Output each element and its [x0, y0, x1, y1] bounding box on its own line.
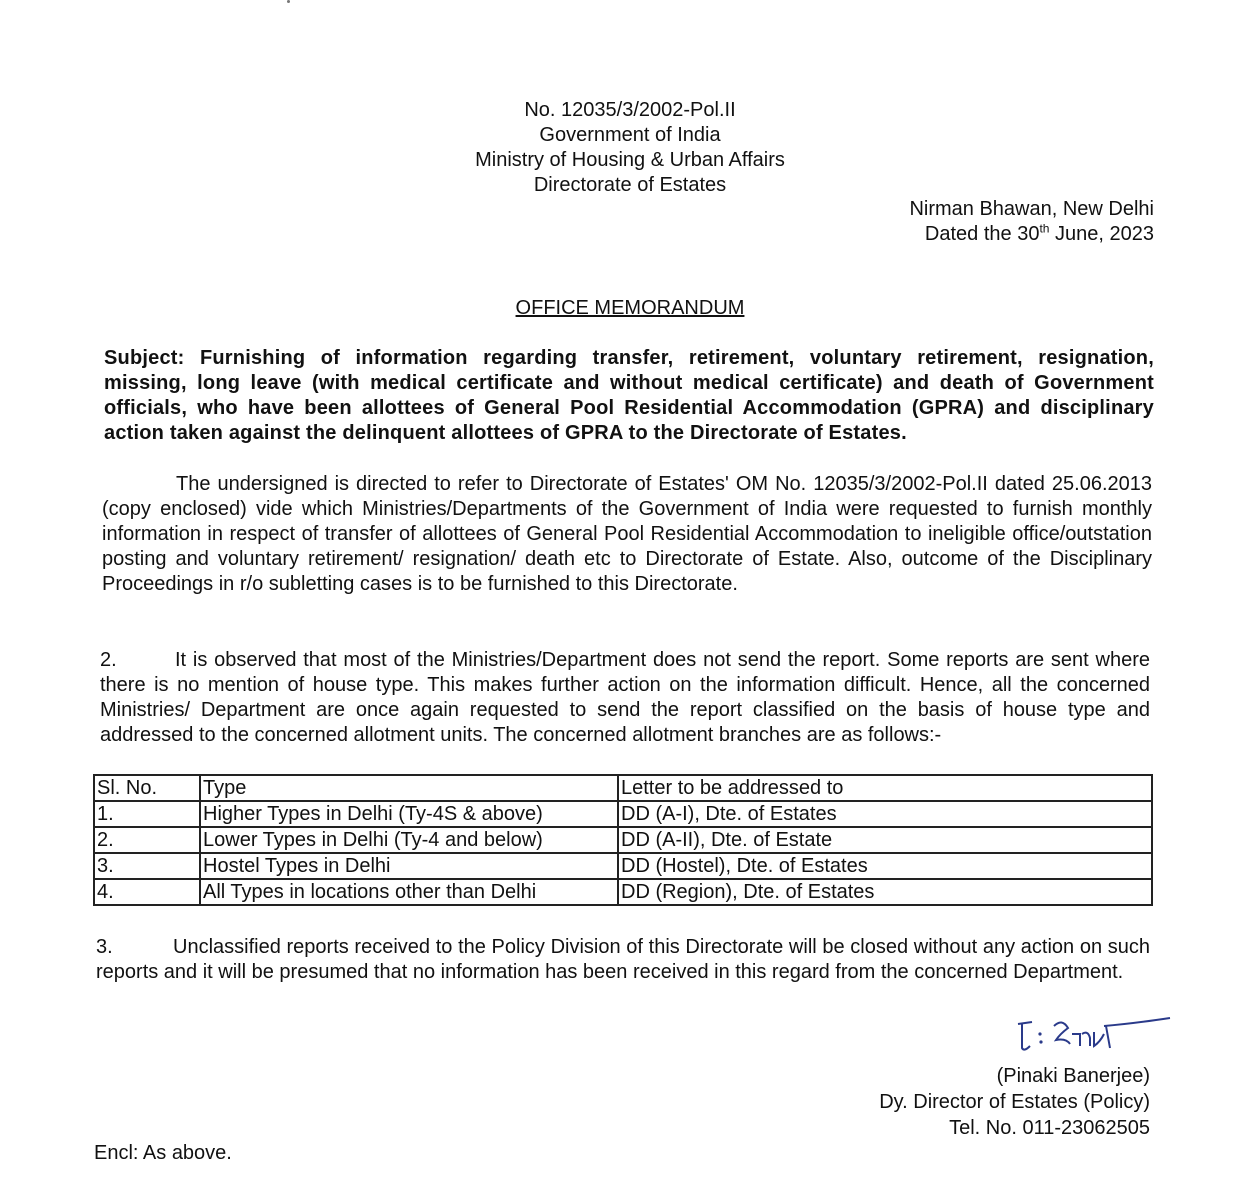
cell-letter-to: DD (Region), Dte. of Estates — [618, 879, 1152, 905]
cell-sl-no: 1. — [94, 801, 200, 827]
ministry-name: Ministry of Housing & Urban Affairs — [475, 149, 785, 171]
cell-type: Hostel Types in Delhi — [200, 853, 618, 879]
header-type: Type — [200, 775, 618, 801]
paragraph-3-text: Unclassified reports received to the Policy Division of this Directorate will be closed without any action on such reports and it will be presumed that no information has been received in this regard from the concerned Department. — [96, 936, 1150, 983]
place-date — [909, 197, 1154, 247]
table-row — [94, 801, 1152, 827]
signatory-designation: Dy. Director of Estates (Policy) — [879, 1091, 1150, 1113]
cell-type: Higher Types in Delhi (Ty-4S & above) — [200, 801, 618, 827]
cell-letter-to: DD (Hostel), Dte. of Estates — [618, 853, 1152, 879]
allotment-branches-table — [93, 774, 1153, 906]
file-number: No. 12035/3/2002-Pol.II — [524, 99, 736, 121]
cell-type: Lower Types in Delhi (Ty-4 and below) — [200, 827, 618, 853]
table-row — [94, 853, 1152, 879]
paragraph-3-number: 3. — [96, 936, 113, 958]
cell-letter-to: DD (A-I), Dte. of Estates — [618, 801, 1152, 827]
place: Nirman Bhawan, New Delhi — [909, 198, 1154, 220]
letterhead — [0, 98, 1260, 198]
date-suffix: June, 2023 — [1049, 223, 1154, 245]
paragraph-3 — [96, 935, 1150, 985]
paragraph-2-number: 2. — [100, 649, 117, 671]
paragraph-2 — [100, 648, 1150, 748]
paragraph-1 — [102, 472, 1152, 597]
signatory-telephone: Tel. No. 011-23062505 — [949, 1117, 1150, 1139]
enclosure-note: Encl: As above. — [94, 1142, 232, 1164]
paragraph-2-text: It is observed that most of the Ministries/Department does not send the report. Some reports are sent where there is no mention of house type. This makes further action on the information difficult. Hence, all the concerned Ministries/ Department are once again requested to send the report classified on the basis of house type and addressed to the concerned allotment units. The concerned allotment branches are as follows:- — [100, 649, 1150, 746]
signatory-name: (Pinaki Banerjee) — [996, 1065, 1150, 1087]
table-header-row — [94, 775, 1152, 801]
scan-speck — [287, 0, 290, 3]
table-row — [94, 879, 1152, 905]
date — [909, 222, 1154, 247]
date-ordinal: th — [1039, 221, 1050, 236]
cell-letter-to: DD (A-II), Dte. of Estate — [618, 827, 1152, 853]
signatory-block — [879, 1064, 1150, 1142]
government-name: Government of India — [539, 124, 721, 146]
header-letter-to: Letter to be addressed to — [618, 775, 1152, 801]
memo-title: OFFICE MEMORANDUM — [515, 297, 745, 319]
paragraph-1-text: The undersigned is directed to refer to Directorate of Estates' OM No. 12035/3/2002-Pol.II dated 25.06.2013 (copy enclosed) vide which Ministries/Departments of the Government of India were requested to furnish monthly information in respect of transfer of allottees of General Pool Residential Accommodation to ineligible office/outstation posting and voluntary retirement/ resignation/ death etc to Directorate of Estate. Also, outcome of the Disciplinary Proceedings in r/o subletting cases is to be furnished to this Directorate. — [102, 473, 1152, 595]
directorate-name: Directorate of Estates — [533, 174, 727, 196]
cell-type: All Types in locations other than Delhi — [200, 879, 618, 905]
table-row — [94, 827, 1152, 853]
date-prefix: Dated the 30 — [924, 223, 1040, 245]
header-sl-no: Sl. No. — [94, 775, 200, 801]
handwritten-signature — [1010, 1012, 1180, 1072]
cell-sl-no: 3. — [94, 853, 200, 879]
subject: Subject: Furnishing of information regarding transfer, retirement, voluntary retirement, resignation, missing, long leave (with medical certificate and without medical certificate) and death of Government officials, who have been allottees of General Pool Residential Accommodation (GPRA) and disciplinary action taken against the delinquent allottees of GPRA to the Directorate of Estates. — [104, 347, 1154, 444]
cell-sl-no: 2. — [94, 827, 200, 853]
cell-sl-no: 4. — [94, 879, 200, 905]
